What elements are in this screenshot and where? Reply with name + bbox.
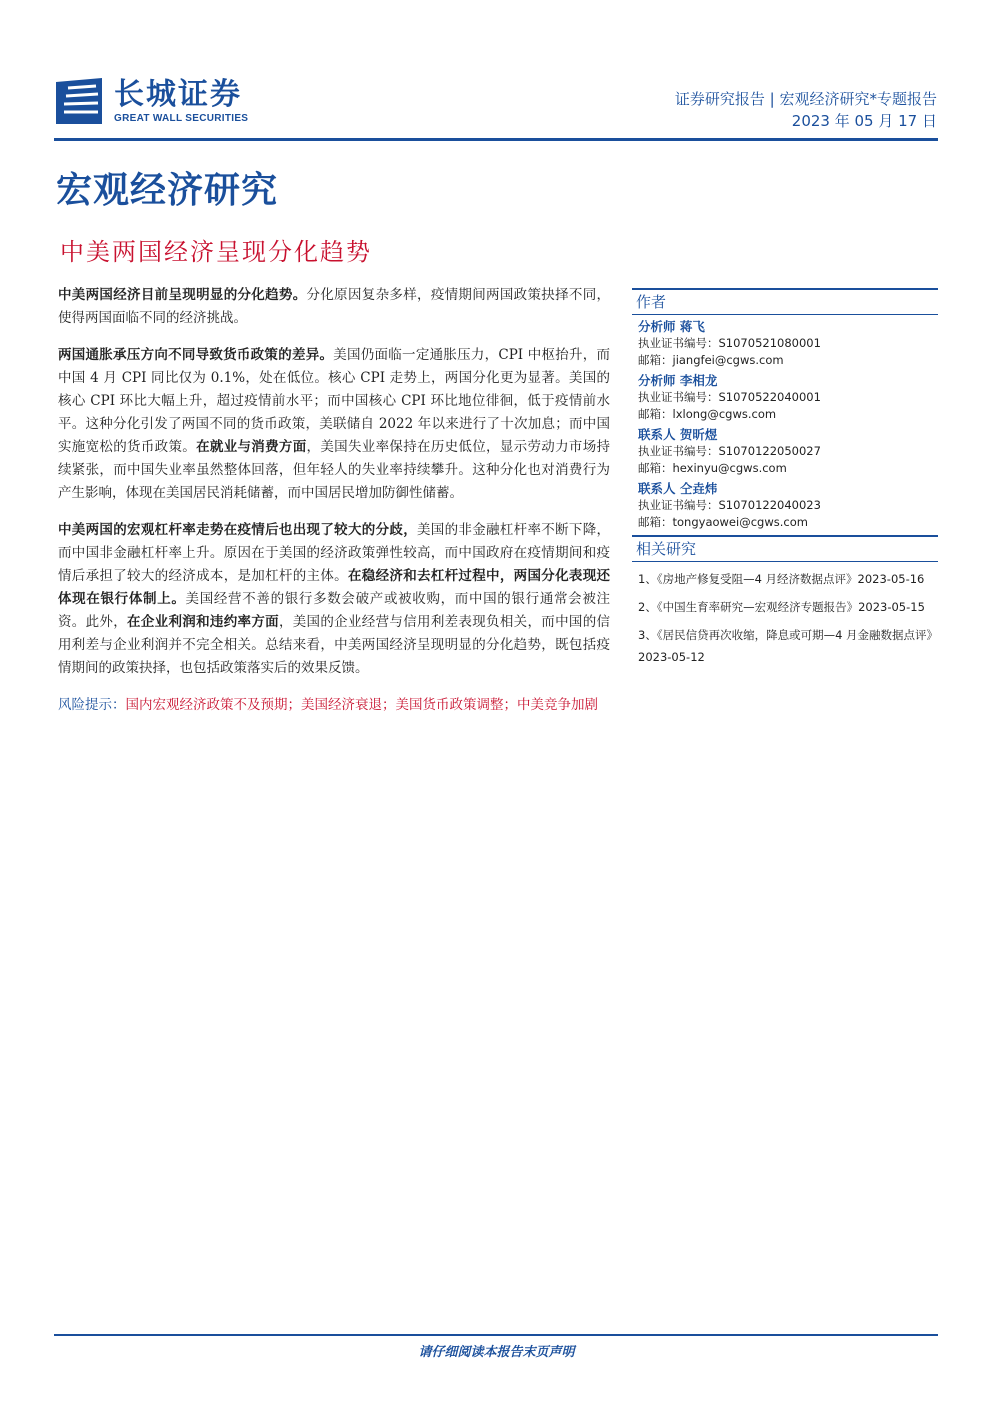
p3-text-3: ，美国的企业经营与信用利差表现负相关，而中国的信用利差与企业利润并不完全相关。总结来看，中美两国经济呈现明显的分化趋势，既包括疫情期间的政策抉择，也包括政策落实后的效果反馈。 [58, 614, 611, 676]
p3-text-1: 美国的非金融杠杆率不断下降，而中国非金融杠杆率上升。原因在于美国的经济政策弹性较高，而中国政府在疫情期间和疫情后承担了较大的经济成本，是加杠杆的主体。 [58, 522, 610, 584]
page-title: 宏观经济研究 [56, 169, 279, 211]
author-cert: 执业证书编号：S1070122040023 [638, 498, 821, 512]
paragraph-2 [58, 344, 610, 505]
page-subtitle: 中美两国经济呈现分化趋势 [60, 238, 372, 266]
related-item[interactable]: 1、《房地产修复受阻—4 月经济数据点评》2023-05-16 [638, 572, 925, 586]
related-heading: 相关研究 [632, 535, 938, 562]
author-role: 联系人 贺昕煜 [638, 427, 718, 442]
p2-emphasis: 在就业与消费方面 [196, 439, 307, 455]
header-divider [54, 138, 938, 141]
authors-heading: 作者 [632, 288, 938, 315]
report-date: 2023 年 05 月 17 日 [791, 112, 937, 130]
author-role: 分析师 李相龙 [638, 373, 718, 388]
risk-text: 国内宏观经济政策不及预期；美国经济衰退；美国货币政策调整；中美竞争加剧 [125, 697, 598, 713]
sidebar [632, 288, 938, 668]
author-cert: 执业证书编号：S1070521080001 [638, 336, 821, 350]
report-type: 证券研究报告 | 宏观经济研究*专题报告 [674, 90, 937, 108]
p3-text-2: 美国经营不善的银行多数会破产或被收购，而中国的银行通常会被注资。此外， [58, 591, 611, 630]
p1-lead: 中美两国经济目前呈现明显的分化趋势。 [58, 287, 307, 303]
author-role: 分析师 蒋飞 [638, 319, 705, 334]
logo-english-name: GREAT WALL SECURITIES [114, 113, 249, 124]
author-email: 邮箱：jiangfei@cgws.com [638, 353, 784, 367]
author-cert: 执业证书编号：S1070122050027 [638, 444, 821, 458]
footer-divider [54, 1334, 938, 1336]
p3-emphasis-2: 在企业利润和违约率方面 [127, 614, 279, 630]
p3-emphasis-1: 在稳经济和去杠杆过程中，两国分化表现还体现在银行体制上。 [58, 568, 611, 607]
p2-lead: 两国通胀承压方向不同导致货币政策的差异。 [58, 347, 334, 363]
related-item[interactable]: 3、《居民信贷再次收缩，降息或可期—4 月金融数据点评》2023-05-12 [638, 628, 933, 664]
author-email: 邮箱：tongyaowei@cgws.com [638, 515, 808, 529]
author-block [632, 372, 938, 423]
author-block [632, 480, 938, 531]
p2-text-1: 美国仍面临一定通胀压力，CPI 中枢抬升，而中国 4 月 CPI 同比仅为 0.1%，处在低位。核心 CPI 走势上，两国分化更为显著。美国的核心 CPI 环比大幅上升，超过疫情前水平；而中国核心 CPI 环比地位徘徊，低于疫情前水平。这种分化引发了两国不同的货币政策，美联储自 2022 年以来进行了十次加息；而中国实施宽松的货币政策。 [58, 347, 611, 455]
footer-disclaimer: 请仔细阅读本报告末页声明 [418, 1345, 575, 1360]
summary-body [58, 284, 610, 731]
paragraph-3 [58, 519, 610, 680]
author-email: 邮箱：hexinyu@cgws.com [638, 461, 787, 475]
author-email: 邮箱：lxlong@cgws.com [638, 407, 777, 421]
p2-text-2: ，美国失业率保持在历史低位，显示劳动力市场持续紧张，而中国失业率虽然整体回落，但年轻人的失业率持续攀升。这种分化也对消费行为产生影响，体现在美国居民消耗储蓄，而中国居民增加防御性储蓄。 [58, 439, 611, 501]
author-role: 联系人 仝垚炜 [638, 481, 718, 496]
related-item[interactable]: 2、《中国生育率研究—宏观经济专题报告》2023-05-15 [638, 600, 925, 614]
risk-warning [58, 694, 610, 717]
p1-text: 分化原因复杂多样，疫情期间两国政策抉择不同，使得两国面临不同的经济挑战。 [58, 287, 611, 326]
great-wall-logo-icon [54, 76, 104, 126]
p3-lead: 中美两国的宏观杠杆率走势在疫情后也出现了较大的分歧， [58, 522, 417, 538]
related-research [632, 535, 938, 668]
report-meta [675, 88, 937, 132]
risk-label: 风险提示： [58, 697, 126, 713]
logo-chinese-name: 长城证券 [114, 77, 242, 112]
company-logo [54, 76, 284, 130]
author-cert: 执业证书编号：S1070522040001 [638, 390, 821, 404]
author-block [632, 318, 938, 369]
paragraph-1 [58, 284, 610, 330]
author-block [632, 426, 938, 477]
